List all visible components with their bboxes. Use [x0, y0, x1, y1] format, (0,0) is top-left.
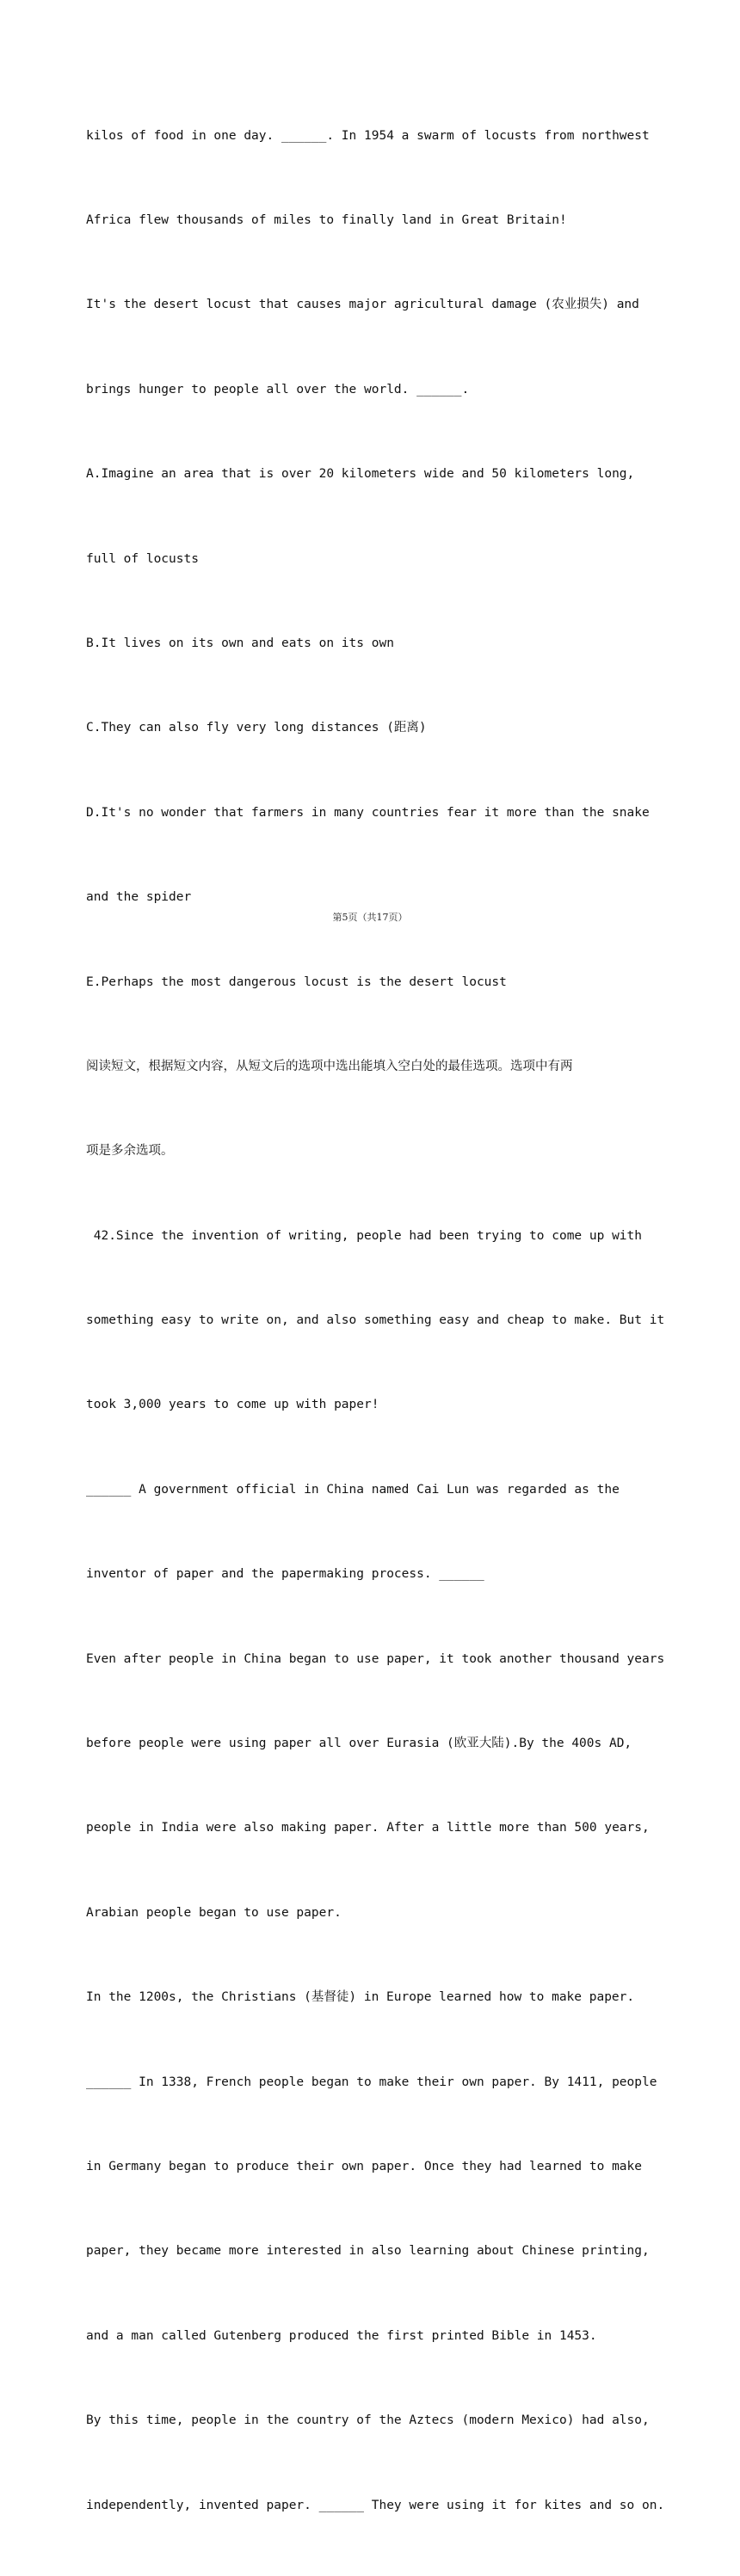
- option-d-line: D.It's no wonder that farmers in many countries fear it more than the snake: [86, 805, 650, 820]
- text-line: By this time, people in the country of the Aztecs (modern Mexico) had also,: [86, 2413, 650, 2428]
- text-line: paper, they became more interested in also learning about Chinese printing,: [86, 2244, 650, 2259]
- text-line: kilos of food in one day. ______. In 1954 a swarm of locusts from northwest: [86, 128, 650, 143]
- text-line: Africa flew thousands of miles to finally land in Great Britain!: [86, 212, 567, 227]
- option-c-line: C.They can also fly very long distances (距离): [86, 721, 427, 735]
- option-a-line-cont: full of locusts: [86, 551, 199, 566]
- option-b-line: B.It lives on its own and eats on its own: [86, 636, 394, 650]
- text-line: ______ A government official in China named Cai Lun was regarded as the: [86, 1482, 620, 1497]
- text-line: brings hunger to people all over the world. ______.: [86, 382, 470, 397]
- question-42-line: 42.Since the invention of writing, people had been trying to come up with: [86, 1228, 643, 1243]
- text-line: It's the desert locust that causes major agricultural damage (农业损失) and: [86, 298, 639, 312]
- text-line: independently, invented paper. ______ They were using it for kites and so on.: [86, 2498, 665, 2512]
- option-d-line-cont: and the spider: [86, 890, 192, 905]
- option-a-line: A.Imagine an area that is over 20 kilometers wide and 50 kilometers long,: [86, 467, 635, 482]
- option-e-line: E.Perhaps the most dangerous locust is the desert locust: [86, 974, 507, 989]
- text-line: in Germany began to produce their own paper. Once they had learned to make: [86, 2159, 643, 2173]
- text-line: took 3,000 years to come up with paper!: [86, 1398, 379, 1412]
- text-line: and a man called Gutenberg produced the first printed Bible in 1453.: [86, 2328, 597, 2343]
- text-line: ______ In 1338, French people began to make their own paper. By 1411, people: [86, 2075, 657, 2089]
- text-line: Even after people in China began to use paper, it took another thousand years: [86, 1651, 665, 1666]
- text-line: something easy to write on, and also something easy and cheap to make. But it: [86, 1313, 665, 1328]
- instruction-line: 阅读短文，根据短文内容，从短文后的选项中选出能填入空白处的最佳选项。选项中有两: [86, 1059, 573, 1073]
- text-line: people in India were also making paper. After a little more than 500 years,: [86, 1821, 650, 1835]
- text-line: Arabian people began to use paper.: [86, 1905, 342, 1920]
- document-body: [86, 65, 665, 2576]
- text-line: inventor of paper and the papermaking process. ______: [86, 1567, 484, 1582]
- instruction-line-cont: 项是多余选项。: [86, 1144, 174, 1159]
- page-footer: 第5页（共17页）: [332, 912, 408, 923]
- text-line: In the 1200s, the Christians (基督徒) in Europe learned how to make paper.: [86, 1990, 635, 2005]
- text-line: before people were using paper all over Eurasia (欧亚大陆).By the 400s AD,: [86, 1737, 632, 1751]
